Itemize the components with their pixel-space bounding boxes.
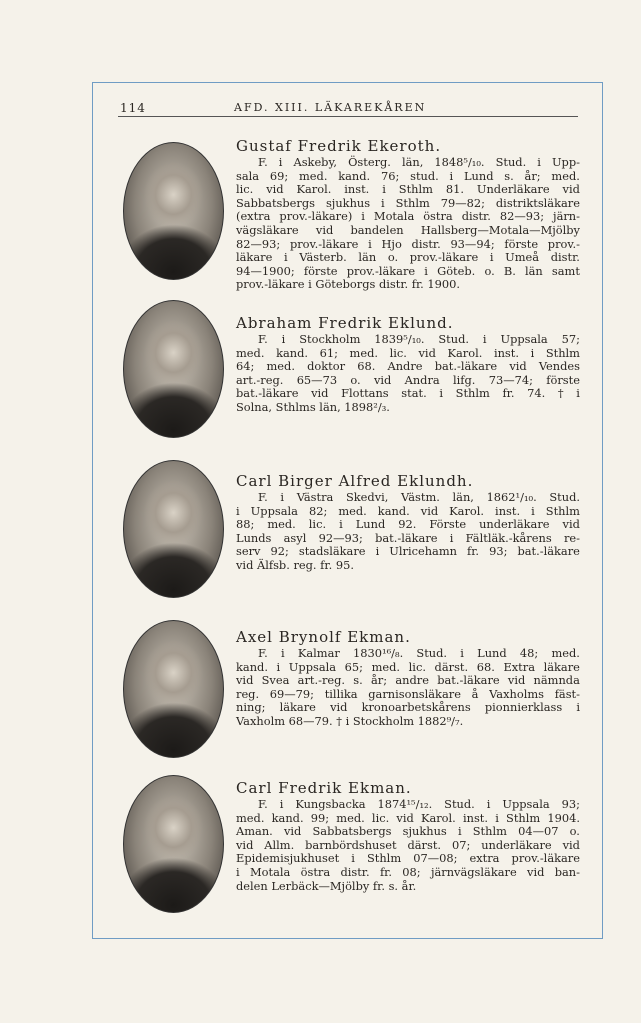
biography-line: sala 69; med. kand. 76; stud. i Lund s. år; med. xyxy=(236,168,580,183)
biography-line: F. i Västra Skedvi, Västm. län, 1862¹/₁₀. Stud. xyxy=(258,490,580,504)
person-name: Carl Birger Alfred Eklundh. xyxy=(236,472,474,490)
portrait-photo xyxy=(123,775,224,913)
biography-line: vid Älfsb. reg. fr. 95. xyxy=(236,557,354,572)
biography-entry xyxy=(236,314,580,415)
person-name: Carl Fredrik Ekman. xyxy=(236,779,412,797)
biography-line: 94—1900; förste prov.-läkare i Göteb. o. B. län samt xyxy=(236,263,580,278)
person-name: Abraham Fredrik Eklund. xyxy=(236,314,454,332)
biography-entry xyxy=(236,472,580,573)
biography-line: art.-reg. 65—73 o. vid Andra lifg. 73—74; förste xyxy=(236,372,580,387)
person-name: Gustaf Fredrik Ekeroth. xyxy=(236,137,442,155)
biography-line: serv 92; stadsläkare i Ulricehamn fr. 93; bat.-läkare xyxy=(236,544,580,559)
portrait-photo xyxy=(123,460,224,598)
biography-line: lic. vid Karol. inst. i Sthlm 81. Underläkare vid xyxy=(236,182,580,197)
biography-line: delen Lerbäck—Mjölby fr. s. år. xyxy=(236,878,417,893)
biography-line: Vaxholm 68—79. † i Stockholm 1882⁹/₇. xyxy=(236,713,464,728)
biography-line: F. i Kungsbacka 1874¹⁵/₁₂. Stud. i Uppsala 93; xyxy=(258,797,580,811)
biography-entry xyxy=(236,628,580,729)
biography-line: 82—93; prov.-läkare i Hjo distr. 93—94; förste prov.- xyxy=(236,236,580,251)
biography-line: läkare i Västerb. län o. prov.-läkare i Umeå distr. xyxy=(236,250,580,265)
biography-entry xyxy=(236,137,580,292)
biography-line: med. kand. 61; med. lic. vid Karol. inst. i Sthlm xyxy=(236,345,580,360)
biography-line: kand. i Uppsala 65; med. lic. därst. 68. Extra läkare xyxy=(236,659,580,674)
biography-line: vägsläkare vid bandelen Hallsberg—Motala—Mjölby xyxy=(236,222,580,237)
biography-line: ning; läkare vid kronoarbetskårens pionnierklass i xyxy=(236,700,580,715)
biography-line: reg. 69—79; tillika garnisonsläkare å Vaxholms fäst- xyxy=(236,686,580,701)
biography-line: F. i Askeby, Österg. län, 1848⁵/₁₀. Stud. i Upp- xyxy=(258,155,580,169)
biography-line: prov.-läkare i Göteborgs distr. fr. 1900. xyxy=(236,277,461,292)
portrait-photo xyxy=(123,620,224,758)
biography-line: Sabbatsbergs sjukhus i Sthlm 79—82; distriktsläkare xyxy=(236,195,580,210)
person-name: Axel Brynolf Ekman. xyxy=(236,628,411,646)
portrait-photo xyxy=(123,142,224,280)
biography-line: F. i Kalmar 1830¹⁶/₈. Stud. i Lund 48; med. xyxy=(258,646,580,660)
biography-line: Aman. vid Sabbatsbergs sjukhus i Sthlm 04—07 o. xyxy=(236,824,580,839)
header-rule xyxy=(118,116,578,117)
biography-line: bat.-läkare vid Flottans stat. i Sthlm fr. 74. † i xyxy=(236,386,580,401)
biography-line: F. i Stockholm 1839⁵/₁₀. Stud. i Uppsala 57; xyxy=(258,332,580,346)
biography-line: Solna, Sthlms län, 1898²/₃. xyxy=(236,399,390,414)
biography-line: Lunds asyl 92—93; bat.-läkare i Fältläk.-kårens re- xyxy=(236,530,580,545)
biography-line: i Motala östra distr. fr. 08; järnvägsläkare vid ban- xyxy=(236,864,580,879)
biography-line: med. kand. 99; med. lic. vid Karol. inst. i Sthlm 1904. xyxy=(236,810,580,825)
biography-entry xyxy=(236,779,580,893)
running-head: AFD. XIII. LÄKAREKÅREN xyxy=(234,101,427,114)
page-number: 114 xyxy=(120,101,146,115)
biography-line: 88; med. lic. i Lund 92. Förste underläkare vid xyxy=(236,517,580,532)
biography-line: (extra prov.-läkare) i Motala östra distr. 82—93; järn- xyxy=(236,209,580,224)
biography-line: Epidemisjukhuset i Sthlm 07—08; extra prov.-läkare xyxy=(236,851,580,866)
biography-line: 64; med. doktor 68. Andre bat.-läkare vid Vendes xyxy=(236,359,580,374)
biography-line: i Uppsala 82; med. kand. vid Karol. inst. i Sthlm xyxy=(236,503,580,518)
biography-line: vid Svea art.-reg. s. år; andre bat.-läkare vid nämnda xyxy=(236,673,580,688)
portrait-photo xyxy=(123,300,224,438)
biography-line: vid Allm. barnbördshuset därst. 07; underläkare vid xyxy=(236,837,580,852)
